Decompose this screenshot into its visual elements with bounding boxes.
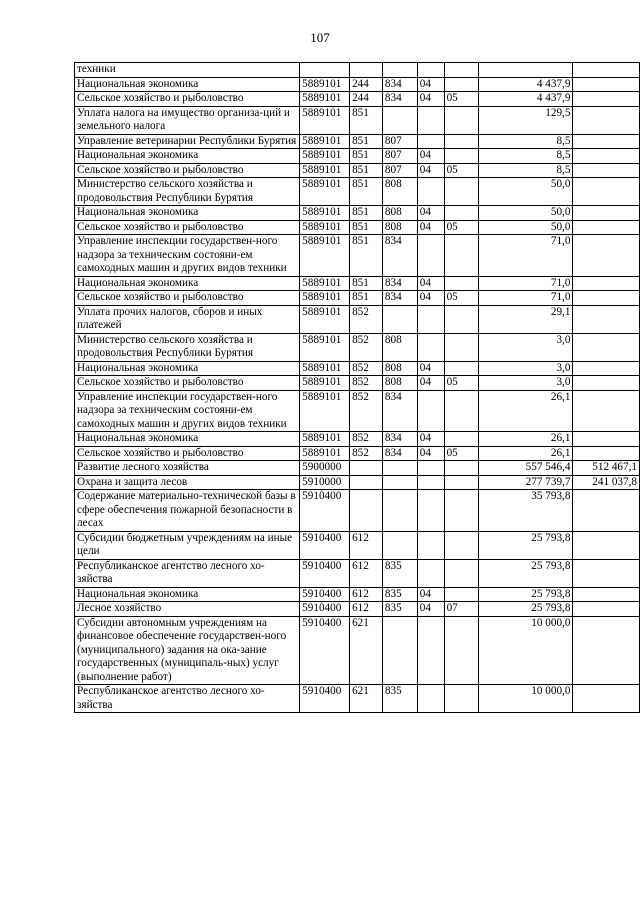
row-name-cell: Сельское хозяйство и рыболовство (75, 220, 300, 235)
row-amount-2-cell (573, 77, 640, 92)
row-administrator-code-cell: 835 (382, 559, 417, 587)
row-amount-2-cell (573, 206, 640, 221)
table-row (75, 77, 640, 92)
row-section-cell (417, 235, 444, 277)
row-name-cell: Субсидии автономным учреждениям на финансовое обеспечение государствен-ного (муниципального) задания на ока-зание государственных (муниципаль-ных) услуг (выполнение работ) (75, 616, 300, 685)
row-amount-1-cell: 8,5 (479, 134, 573, 149)
row-target-code-cell: 5889101 (300, 134, 350, 149)
row-section-cell (417, 685, 444, 713)
row-expense-type-cell: 612 (350, 602, 383, 617)
row-administrator-code-cell: 835 (382, 685, 417, 713)
row-amount-2-cell (573, 602, 640, 617)
row-target-code-cell: 5889101 (300, 305, 350, 333)
row-section-cell: 04 (417, 361, 444, 376)
row-amount-2-cell (573, 432, 640, 447)
row-subsection-cell: 05 (444, 92, 479, 107)
row-amount-1-cell: 26,1 (479, 432, 573, 447)
row-target-code-cell: 5889101 (300, 178, 350, 206)
row-amount-2-cell (573, 92, 640, 107)
row-administrator-code-cell: 834 (382, 276, 417, 291)
row-expense-type-cell: 612 (350, 587, 383, 602)
row-amount-1-cell: 3,0 (479, 361, 573, 376)
row-target-code-cell: 5889101 (300, 390, 350, 432)
row-expense-type-cell: 852 (350, 376, 383, 391)
table-row (75, 475, 640, 490)
row-expense-type-cell: 852 (350, 432, 383, 447)
row-amount-1-cell: 3,0 (479, 333, 573, 361)
row-amount-2-cell (573, 106, 640, 134)
row-name-cell: Республиканское агентство лесного хо-зяйства (75, 685, 300, 713)
row-amount-1-cell: 29,1 (479, 305, 573, 333)
row-amount-2-cell (573, 587, 640, 602)
row-amount-2-cell (573, 305, 640, 333)
row-amount-1-cell: 50,0 (479, 206, 573, 221)
row-amount-2-cell: 512 467,1 (573, 461, 640, 476)
row-subsection-cell (444, 559, 479, 587)
row-amount-1-cell: 71,0 (479, 276, 573, 291)
row-section-cell (417, 178, 444, 206)
row-target-code-cell: 5910400 (300, 490, 350, 532)
row-expense-type-cell (350, 63, 383, 78)
row-name-cell: Управление инспекции государствен-ного надзора за техническим состояни-ем самоходных машин и других видов техники (75, 390, 300, 432)
row-administrator-code-cell: 808 (382, 361, 417, 376)
table-row (75, 206, 640, 221)
row-amount-2-cell (573, 220, 640, 235)
row-subsection-cell (444, 178, 479, 206)
row-administrator-code-cell: 835 (382, 587, 417, 602)
row-amount-2-cell (573, 361, 640, 376)
row-administrator-code-cell (382, 305, 417, 333)
row-expense-type-cell: 851 (350, 149, 383, 164)
row-amount-2-cell (573, 134, 640, 149)
table-row (75, 63, 640, 78)
row-target-code-cell: 5889101 (300, 163, 350, 178)
table-row (75, 587, 640, 602)
row-expense-type-cell: 851 (350, 235, 383, 277)
row-amount-1-cell: 50,0 (479, 178, 573, 206)
row-amount-1-cell: 10 000,0 (479, 616, 573, 685)
row-name-cell: Национальная экономика (75, 206, 300, 221)
row-subsection-cell (444, 461, 479, 476)
row-amount-1-cell: 71,0 (479, 291, 573, 306)
row-section-cell: 04 (417, 602, 444, 617)
row-target-code-cell: 5889101 (300, 361, 350, 376)
row-amount-1-cell (479, 63, 573, 78)
row-name-cell: Министерство сельского хозяйства и продовольствия Республики Бурятия (75, 178, 300, 206)
row-administrator-code-cell: 808 (382, 206, 417, 221)
row-target-code-cell: 5889101 (300, 446, 350, 461)
row-subsection-cell: 05 (444, 163, 479, 178)
row-subsection-cell (444, 149, 479, 164)
row-name-cell: Субсидии бюджетным учреждениям на иные цели (75, 531, 300, 559)
row-target-code-cell: 5889101 (300, 376, 350, 391)
row-subsection-cell: 05 (444, 291, 479, 306)
table-body (75, 63, 640, 713)
row-target-code-cell: 5910400 (300, 602, 350, 617)
row-expense-type-cell: 851 (350, 276, 383, 291)
row-amount-2-cell (573, 390, 640, 432)
row-amount-2-cell (573, 490, 640, 532)
row-name-cell: Национальная экономика (75, 587, 300, 602)
row-name-cell: Национальная экономика (75, 361, 300, 376)
row-amount-1-cell: 129,5 (479, 106, 573, 134)
table-row (75, 291, 640, 306)
row-amount-1-cell: 557 546,4 (479, 461, 573, 476)
row-name-cell: Лесное хозяйство (75, 602, 300, 617)
table-row (75, 276, 640, 291)
row-administrator-code-cell (382, 616, 417, 685)
row-subsection-cell (444, 333, 479, 361)
row-amount-2-cell (573, 178, 640, 206)
row-expense-type-cell: 851 (350, 206, 383, 221)
row-expense-type-cell (350, 461, 383, 476)
row-expense-type-cell: 621 (350, 685, 383, 713)
row-administrator-code-cell: 807 (382, 149, 417, 164)
table-row (75, 461, 640, 476)
row-target-code-cell (300, 63, 350, 78)
row-expense-type-cell: 852 (350, 333, 383, 361)
row-amount-1-cell: 4 437,9 (479, 92, 573, 107)
row-expense-type-cell (350, 475, 383, 490)
row-amount-2-cell (573, 235, 640, 277)
table-row (75, 149, 640, 164)
row-section-cell: 04 (417, 376, 444, 391)
row-expense-type-cell: 851 (350, 291, 383, 306)
row-target-code-cell: 5889101 (300, 276, 350, 291)
table-row (75, 92, 640, 107)
row-amount-2-cell (573, 291, 640, 306)
row-target-code-cell: 5889101 (300, 432, 350, 447)
row-administrator-code-cell: 834 (382, 390, 417, 432)
row-expense-type-cell (350, 490, 383, 532)
budget-table (74, 62, 640, 713)
row-subsection-cell (444, 361, 479, 376)
row-expense-type-cell: 244 (350, 92, 383, 107)
row-target-code-cell: 5889101 (300, 149, 350, 164)
row-name-cell: Сельское хозяйство и рыболовство (75, 446, 300, 461)
table-row (75, 531, 640, 559)
row-subsection-cell (444, 490, 479, 532)
row-administrator-code-cell (382, 461, 417, 476)
table-row (75, 602, 640, 617)
row-section-cell (417, 531, 444, 559)
row-amount-1-cell: 50,0 (479, 220, 573, 235)
row-amount-1-cell: 71,0 (479, 235, 573, 277)
row-expense-type-cell: 621 (350, 616, 383, 685)
table-row (75, 163, 640, 178)
row-target-code-cell: 5889101 (300, 206, 350, 221)
row-amount-1-cell: 25 793,8 (479, 602, 573, 617)
row-subsection-cell (444, 587, 479, 602)
row-expense-type-cell: 612 (350, 559, 383, 587)
row-administrator-code-cell: 808 (382, 333, 417, 361)
row-amount-2-cell (573, 559, 640, 587)
row-section-cell: 04 (417, 587, 444, 602)
table-row (75, 559, 640, 587)
row-subsection-cell (444, 106, 479, 134)
row-target-code-cell: 5910400 (300, 559, 350, 587)
row-section-cell (417, 134, 444, 149)
row-administrator-code-cell: 834 (382, 77, 417, 92)
row-name-cell: Уплата прочих налогов, сборов и иных платежей (75, 305, 300, 333)
row-administrator-code-cell: 834 (382, 432, 417, 447)
row-name-cell: Содержание материально-технической базы в сфере обеспечения пожарной безопасности в лесах (75, 490, 300, 532)
table-row (75, 178, 640, 206)
table-row (75, 685, 640, 713)
table-row (75, 376, 640, 391)
row-administrator-code-cell: 834 (382, 446, 417, 461)
row-section-cell: 04 (417, 446, 444, 461)
page-number: 107 (310, 30, 330, 45)
row-subsection-cell (444, 390, 479, 432)
row-expense-type-cell: 852 (350, 305, 383, 333)
row-name-cell: Управление ветеринарии Республики Бурятия (75, 134, 300, 149)
row-name-cell: Национальная экономика (75, 276, 300, 291)
table-row (75, 490, 640, 532)
row-subsection-cell: 05 (444, 446, 479, 461)
row-name-cell: Национальная экономика (75, 149, 300, 164)
row-amount-2-cell (573, 163, 640, 178)
row-amount-1-cell: 25 793,8 (479, 587, 573, 602)
row-expense-type-cell: 612 (350, 531, 383, 559)
row-subsection-cell (444, 432, 479, 447)
row-target-code-cell: 5900000 (300, 461, 350, 476)
row-target-code-cell: 5889101 (300, 235, 350, 277)
row-subsection-cell (444, 77, 479, 92)
row-section-cell: 04 (417, 149, 444, 164)
row-section-cell (417, 106, 444, 134)
row-administrator-code-cell (382, 475, 417, 490)
table-row (75, 446, 640, 461)
row-administrator-code-cell (382, 490, 417, 532)
row-amount-2-cell (573, 333, 640, 361)
row-section-cell: 04 (417, 77, 444, 92)
row-amount-2-cell (573, 531, 640, 559)
row-name-cell: Сельское хозяйство и рыболовство (75, 376, 300, 391)
table-row (75, 220, 640, 235)
row-administrator-code-cell: 834 (382, 235, 417, 277)
row-name-cell: Сельское хозяйство и рыболовство (75, 163, 300, 178)
row-expense-type-cell: 851 (350, 106, 383, 134)
row-expense-type-cell: 852 (350, 446, 383, 461)
row-amount-1-cell: 35 793,8 (479, 490, 573, 532)
row-target-code-cell: 5889101 (300, 291, 350, 306)
row-section-cell: 04 (417, 220, 444, 235)
row-target-code-cell: 5889101 (300, 106, 350, 134)
row-administrator-code-cell (382, 63, 417, 78)
row-amount-1-cell: 26,1 (479, 390, 573, 432)
row-subsection-cell (444, 63, 479, 78)
row-amount-2-cell (573, 685, 640, 713)
table-row (75, 361, 640, 376)
row-target-code-cell: 5889101 (300, 220, 350, 235)
row-amount-1-cell: 10 000,0 (479, 685, 573, 713)
row-amount-1-cell: 26,1 (479, 446, 573, 461)
row-administrator-code-cell (382, 531, 417, 559)
row-amount-1-cell: 3,0 (479, 376, 573, 391)
row-name-cell: Развитие лесного хозяйства (75, 461, 300, 476)
row-amount-2-cell (573, 149, 640, 164)
row-amount-1-cell: 8,5 (479, 163, 573, 178)
row-target-code-cell: 5889101 (300, 92, 350, 107)
row-subsection-cell: 05 (444, 220, 479, 235)
row-subsection-cell (444, 531, 479, 559)
row-target-code-cell: 5910400 (300, 531, 350, 559)
row-subsection-cell (444, 305, 479, 333)
row-name-cell: Министерство сельского хозяйства и продовольствия Республики Бурятия (75, 333, 300, 361)
row-subsection-cell (444, 475, 479, 490)
row-section-cell (417, 390, 444, 432)
row-amount-2-cell: 241 037,8 (573, 475, 640, 490)
row-target-code-cell: 5910000 (300, 475, 350, 490)
table-row (75, 616, 640, 685)
row-administrator-code-cell: 807 (382, 134, 417, 149)
row-expense-type-cell: 852 (350, 361, 383, 376)
row-name-cell: Национальная экономика (75, 432, 300, 447)
row-expense-type-cell: 851 (350, 163, 383, 178)
row-section-cell: 04 (417, 291, 444, 306)
row-section-cell: 04 (417, 92, 444, 107)
row-name-cell: Сельское хозяйство и рыболовство (75, 92, 300, 107)
table-row (75, 235, 640, 277)
row-subsection-cell (444, 685, 479, 713)
row-target-code-cell: 5910400 (300, 616, 350, 685)
row-amount-1-cell: 25 793,8 (479, 559, 573, 587)
row-amount-2-cell (573, 376, 640, 391)
row-amount-1-cell: 25 793,8 (479, 531, 573, 559)
row-expense-type-cell: 851 (350, 220, 383, 235)
row-name-cell: Сельское хозяйство и рыболовство (75, 291, 300, 306)
row-section-cell (417, 475, 444, 490)
row-subsection-cell: 07 (444, 602, 479, 617)
row-section-cell (417, 461, 444, 476)
row-expense-type-cell: 852 (350, 390, 383, 432)
row-amount-1-cell: 4 437,9 (479, 77, 573, 92)
row-name-cell: Управление инспекции государствен-ного надзора за техническим состояни-ем самоходных машин и других видов техники (75, 235, 300, 277)
row-name-cell: Охрана и защита лесов (75, 475, 300, 490)
row-expense-type-cell: 244 (350, 77, 383, 92)
row-target-code-cell: 5910400 (300, 587, 350, 602)
row-administrator-code-cell: 835 (382, 602, 417, 617)
table-row (75, 333, 640, 361)
row-administrator-code-cell: 834 (382, 92, 417, 107)
row-subsection-cell: 05 (444, 376, 479, 391)
table-row (75, 134, 640, 149)
row-administrator-code-cell: 808 (382, 220, 417, 235)
row-administrator-code-cell: 834 (382, 291, 417, 306)
row-section-cell (417, 305, 444, 333)
table-row (75, 390, 640, 432)
table-row (75, 305, 640, 333)
table-row (75, 106, 640, 134)
row-subsection-cell (444, 134, 479, 149)
row-section-cell (417, 490, 444, 532)
row-amount-1-cell: 277 739,7 (479, 475, 573, 490)
row-name-cell: Уплата налога на имущество организа-ций и земельного налога (75, 106, 300, 134)
row-administrator-code-cell (382, 106, 417, 134)
row-section-cell (417, 63, 444, 78)
row-subsection-cell (444, 276, 479, 291)
row-expense-type-cell: 851 (350, 178, 383, 206)
row-subsection-cell (444, 206, 479, 221)
row-target-code-cell: 5889101 (300, 333, 350, 361)
row-section-cell (417, 559, 444, 587)
row-section-cell (417, 333, 444, 361)
table-row (75, 432, 640, 447)
row-section-cell: 04 (417, 432, 444, 447)
row-section-cell: 04 (417, 276, 444, 291)
row-expense-type-cell: 851 (350, 134, 383, 149)
row-administrator-code-cell: 808 (382, 178, 417, 206)
row-name-cell: техники (75, 63, 300, 78)
row-target-code-cell: 5910400 (300, 685, 350, 713)
row-section-cell: 04 (417, 163, 444, 178)
row-amount-2-cell (573, 63, 640, 78)
row-administrator-code-cell: 807 (382, 163, 417, 178)
row-subsection-cell (444, 616, 479, 685)
row-target-code-cell: 5889101 (300, 77, 350, 92)
row-section-cell (417, 616, 444, 685)
row-amount-2-cell (573, 616, 640, 685)
row-name-cell: Национальная экономика (75, 77, 300, 92)
row-administrator-code-cell: 808 (382, 376, 417, 391)
row-subsection-cell (444, 235, 479, 277)
row-amount-2-cell (573, 446, 640, 461)
row-amount-2-cell (573, 276, 640, 291)
row-section-cell: 04 (417, 206, 444, 221)
row-amount-1-cell: 8,5 (479, 149, 573, 164)
row-name-cell: Республиканское агентство лесного хо-зяйства (75, 559, 300, 587)
